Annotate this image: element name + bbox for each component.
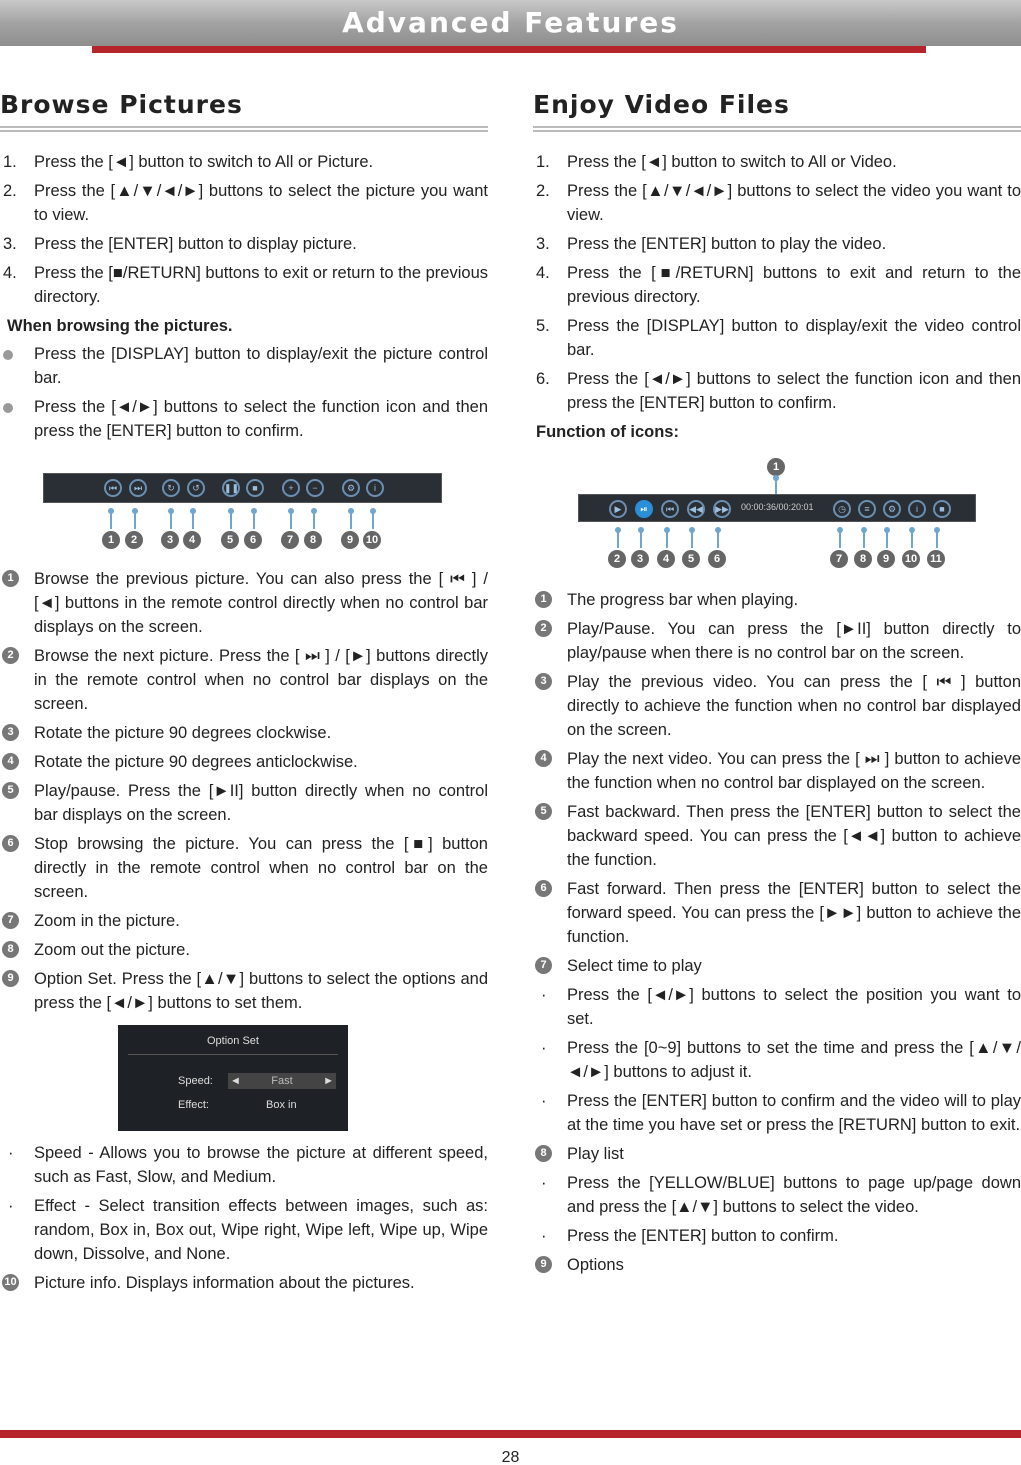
- sub-bullet: · Press the [◄/►] buttons to select the position you want to set.: [541, 986, 1021, 1028]
- callout-label: 9: [877, 550, 895, 568]
- callout-label: 1: [767, 458, 785, 476]
- video-control-bar: [578, 494, 976, 522]
- callout-label: 2: [125, 531, 143, 549]
- numbered-item: 6 Stop browsing the picture. You can press the [■] button directly in the remote control when no control bar on the screen.: [0, 832, 488, 904]
- numbered-item: 3 Rotate the picture 90 degrees clockwise.: [0, 721, 488, 745]
- play-icon[interactable]: ▶: [609, 500, 627, 518]
- bullet-icon: [3, 403, 13, 413]
- option-set-panel: [118, 1025, 348, 1131]
- options-icon[interactable]: ⚙: [883, 500, 901, 518]
- callout-label: 4: [657, 550, 675, 568]
- callout-label: 10: [902, 550, 920, 568]
- numbered-item: 8 Play list: [533, 1142, 1021, 1166]
- rewind-icon[interactable]: ◀◀: [687, 500, 705, 518]
- callout-label: 5: [682, 550, 700, 568]
- video-callout-top: [533, 448, 1021, 494]
- info-icon[interactable]: i: [366, 479, 384, 497]
- bullet-item: Press the [DISPLAY] button to display/exit the picture control bar.: [0, 342, 488, 390]
- video-callouts: [533, 522, 1021, 570]
- playlist-icon[interactable]: ≡: [858, 500, 876, 518]
- section-title: Browse Pictures: [0, 90, 243, 119]
- step-item: 1. Press the [◄] button to switch to All or Video.: [536, 153, 897, 171]
- numbered-item: 10 Picture info. Displays information about the pictures.: [0, 1271, 488, 1295]
- section-title: Enjoy Video Files: [533, 90, 790, 119]
- enjoy-video-section: [533, 88, 1021, 1282]
- time-icon[interactable]: ◷: [833, 500, 851, 518]
- callout-label: 7: [281, 531, 299, 549]
- speed-selector[interactable]: ◄ Fast ►: [230, 1075, 334, 1087]
- step-item: 5. Press the [DISPLAY] button to display/exit the video control bar.: [536, 317, 1021, 359]
- callout-label: 6: [708, 550, 726, 568]
- step-item: 4. Press the [■/RETURN] buttons to exit or return to the previous directory.: [3, 264, 488, 306]
- effect-value[interactable]: Box in: [266, 1099, 297, 1111]
- option-icon[interactable]: ⚙: [342, 479, 360, 497]
- numbered-item: 4 Play the next video. You can press the [ ⏭ ] button to achieve the function when no control bar displayed on the screen.: [533, 747, 1021, 795]
- step-item: 1. Press the [◄] button to switch to All or Picture.: [3, 153, 374, 171]
- numbered-item: 9 Options: [533, 1253, 1021, 1277]
- subheading: Function of icons:: [536, 423, 679, 441]
- step-item: 2. Press the [▲/▼/◄/►] buttons to select the picture you want to view.: [3, 182, 488, 224]
- page-number: 28: [501, 1449, 520, 1465]
- stop-icon[interactable]: ■: [933, 500, 951, 518]
- numbered-item: 7 Select time to play: [533, 954, 1021, 978]
- rotate-ccw-icon[interactable]: ↺: [187, 479, 205, 497]
- callout-label: 8: [854, 550, 872, 568]
- numbered-item: 2 Play/Pause. You can press the [►II] button directly to play/pause when there is no control bar on the screen.: [533, 617, 1021, 665]
- step-item: 4. Press the [■/RETURN] buttons to exit and return to the previous directory.: [536, 264, 1021, 306]
- callout-label: 1: [102, 531, 120, 549]
- header-red-line: [92, 46, 926, 53]
- numbered-item: 1 The progress bar when playing.: [533, 588, 1021, 612]
- bullet-item: Press the [◄/►] buttons to select the function icon and then press the [ENTER] button to confirm.: [0, 395, 488, 443]
- numbered-item: 9 Option Set. Press the [▲/▼] buttons to select the options and press the [◄/►] buttons to set them.: [0, 967, 488, 1015]
- callout-label: 4: [183, 531, 201, 549]
- sub-bullet: · Press the [YELLOW/BLUE] buttons to page up/page down and press the [▲/▼] buttons to select the video.: [541, 1174, 1021, 1216]
- option-set-title: Option Set: [207, 1035, 259, 1047]
- numbered-item: 8 Zoom out the picture.: [0, 938, 488, 962]
- callout-label: 3: [631, 550, 649, 568]
- callout-label: 6: [244, 531, 262, 549]
- page-header-title: Advanced Features: [342, 6, 679, 39]
- stop-icon[interactable]: ■: [246, 479, 264, 497]
- subheading: When browsing the pictures.: [7, 317, 233, 335]
- zoom-in-icon[interactable]: +: [282, 479, 300, 497]
- play-pause-icon[interactable]: ⏯: [635, 500, 653, 518]
- numbered-item: 6 Fast forward. Then press the [ENTER] button to select the forward speed. You can press the [►►] button to achieve the function.: [533, 877, 1021, 949]
- steps-list: [0, 150, 488, 309]
- callout-label: 11: [927, 550, 945, 568]
- callout-label: 8: [304, 531, 322, 549]
- sub-bullet: · Press the [ENTER] button to confirm.: [541, 1227, 839, 1245]
- callout-label: 5: [221, 531, 239, 549]
- picture-callouts: [0, 503, 488, 551]
- bullet-icon: [3, 350, 13, 360]
- callout-label: 2: [608, 550, 626, 568]
- sub-bullet: · Press the [0~9] buttons to set the time and press the [▲/▼/◄/►] buttons to adjust it.: [541, 1039, 1021, 1081]
- speed-label: Speed:: [178, 1075, 213, 1087]
- timecode: 00:00:36/00:20:01: [741, 502, 814, 512]
- numbered-item: 1 Browse the previous picture. You can also press the [ ⏮ ] / [◄] buttons in the remote control directly when no control bar displays on the screen.: [0, 567, 488, 639]
- numbered-item: 5 Fast backward. Then press the [ENTER] button to select the backward speed. You can press the [◄◄] button to achieve the function.: [533, 800, 1021, 872]
- zoom-out-icon[interactable]: −: [306, 479, 324, 497]
- step-item: 2. Press the [▲/▼/◄/►] buttons to select the video you want to view.: [536, 182, 1021, 224]
- sub-bullet: · Press the [ENTER] button to confirm and the video will to play at the time you have set or press the [RETURN] button to exit.: [541, 1092, 1021, 1134]
- numbered-item: 5 Play/pause. Press the [►II] button directly when no control bar displays on the screen.: [0, 779, 488, 827]
- info-icon[interactable]: i: [908, 500, 926, 518]
- numbered-item: 3 Play the previous video. You can press the [ ⏮ ] button directly to achieve the function when no control bar displayed on the screen.: [533, 670, 1021, 742]
- section-rule: [0, 126, 488, 132]
- pause-icon[interactable]: ❚❚: [222, 479, 240, 497]
- next-icon[interactable]: ⏭: [129, 479, 147, 497]
- steps-list: [533, 150, 1021, 415]
- callout-label: 9: [341, 531, 359, 549]
- section-rule: [533, 126, 1021, 132]
- fast-forward-icon[interactable]: ▶▶: [713, 500, 731, 518]
- prev-icon[interactable]: ⏮: [104, 479, 122, 497]
- header-banner: [0, 0, 1021, 46]
- callout-label: 3: [161, 531, 179, 549]
- numbered-item: 2 Browse the next picture. Press the [ ⏭ ] / [►] buttons directly in the remote control when no control bar displays on the screen.: [0, 644, 488, 716]
- step-item: 6. Press the [◄/►] buttons to select the function icon and then press the [ENTER] button to confirm.: [536, 370, 1021, 412]
- callout-label: 7: [830, 550, 848, 568]
- numbered-item: 4 Rotate the picture 90 degrees anticlockwise.: [0, 750, 488, 774]
- callout-label: 10: [363, 531, 381, 549]
- footer-red-line: [0, 1430, 1021, 1438]
- browse-pictures-section: [0, 88, 488, 1300]
- prev-icon[interactable]: ⏮: [661, 500, 679, 518]
- step-item: 3. Press the [ENTER] button to display picture.: [3, 235, 357, 253]
- picture-control-bar: [43, 473, 442, 503]
- effect-label: Effect:: [178, 1099, 209, 1111]
- sub-bullet: · Effect - Select transition effects between images, such as: random, Box in, Box out, Wipe right, Wipe left, Wipe up, Wipe down, Dissolve, and None.: [8, 1197, 488, 1263]
- sub-bullet: · Speed - Allows you to browse the picture at different speed, such as Fast, Slow, and Medium.: [8, 1144, 488, 1186]
- numbered-item: 7 Zoom in the picture.: [0, 909, 488, 933]
- step-item: 3. Press the [ENTER] button to play the video.: [536, 235, 887, 253]
- rotate-cw-icon[interactable]: ↻: [162, 479, 180, 497]
